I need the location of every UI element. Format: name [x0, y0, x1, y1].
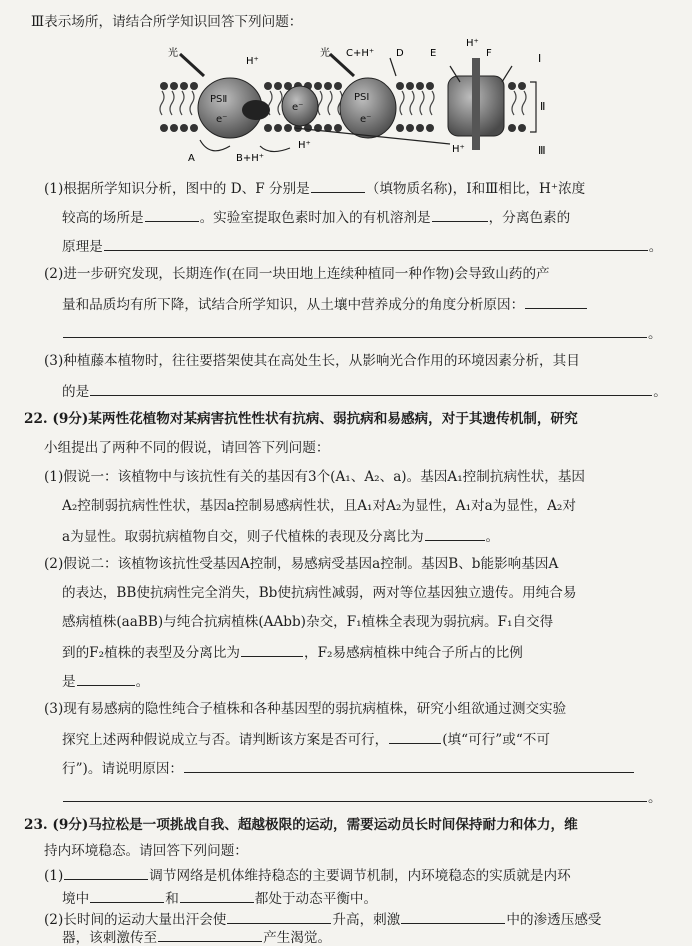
- q21-part2-line1: (2)进一步研究发现，长期连作(在同一块田地上连续种植同一种作物)会导致山药的产: [44, 266, 550, 282]
- q23-part1-line2: 境中 和 都处于动态平衡中。: [62, 891, 378, 907]
- cytochrome-complex: [242, 100, 270, 120]
- f-label: F: [486, 48, 492, 59]
- q23-title-line2: 持内环境稳态。请回答下列问题：: [44, 843, 248, 859]
- d-label: D: [396, 48, 404, 59]
- b-h-label: B+H⁺: [236, 153, 265, 164]
- answer-blank[interactable]: [311, 179, 365, 193]
- answer-blank[interactable]: [145, 208, 199, 222]
- answer-blank[interactable]: [90, 382, 652, 396]
- q21-part3-line1: (3)种植藤本植物时，往往要搭架使其在高处生长，从影响光合作用的环境因素分析，其目: [44, 353, 580, 369]
- q22-part1-line1: (1)假说一：该植物中与该抗性有关的基因有3个(A₁、A₂、a)。基因A₁控制抗病性状，基因: [44, 469, 586, 485]
- q21-part1-line2: 较高的场所是 。实验室提取色素时加入的有机溶剂是 ，分离色素的: [62, 210, 571, 226]
- q22-title-line2: 小组提出了两种不同的假说，请回答下列问题：: [44, 440, 330, 456]
- q22-part3-line3: 行”)。请说明原因：: [62, 759, 635, 777]
- q21-part2-line3: 。: [62, 324, 662, 342]
- q22-part1-line3: a为显性。取弱抗病植物自交，则子代植株的表现及分离比为 。: [62, 529, 500, 545]
- ps1-label: PSⅠ: [354, 92, 370, 103]
- q22-part2-line4: 到的F₂植株的表型及分离比为 ，F₂易感病植株中纯合子所占的比例: [62, 645, 523, 661]
- h-lumen-label-1: H⁺: [298, 140, 311, 151]
- electron-label-1: e⁻: [216, 114, 228, 125]
- q22-part3-line4: 。: [62, 788, 662, 806]
- a-label: A: [188, 153, 195, 164]
- answer-blank[interactable]: [64, 866, 148, 880]
- light-label-2: 光: [320, 48, 330, 59]
- c-h-label: C+H⁺: [346, 48, 375, 59]
- q22-part3-line2: 探究上述两种假说成立与否。请判断该方案是否可行， (填“可行”或“不可: [62, 732, 550, 748]
- answer-blank[interactable]: [241, 643, 303, 657]
- intro-text: Ⅲ表示场所，请结合所学知识回答下列问题：: [31, 14, 303, 30]
- ps2-label: PSⅡ: [210, 94, 228, 105]
- q22-part2-line3: 感病植株(aaBB)与纯合抗病植株(AAbb)杂交，F₁植株全表现为弱抗病。F₁自交得: [62, 614, 554, 630]
- answer-blank[interactable]: [227, 910, 331, 924]
- q22-part2-line1: (2)假说二：该植物该抗性受基因A控制，易感病受基因a控制。基因B、b能影响基因A: [44, 556, 559, 572]
- q21-part1-line1: (1)根据所学知识分析，图中的 D、F 分别是 （填物质名称)，Ⅰ和Ⅲ相比，H⁺浓度: [44, 181, 586, 197]
- answer-blank[interactable]: [63, 324, 647, 338]
- q23-part2-line1: (2)长时间的运动大量出汗会使 升高，刺激 中的渗透压感受: [44, 912, 602, 928]
- answer-blank[interactable]: [180, 889, 254, 903]
- answer-blank[interactable]: [104, 237, 648, 251]
- q21-part1-line3: 原理是 。: [62, 239, 663, 255]
- answer-blank[interactable]: [184, 759, 634, 773]
- electron-label-3: e⁻: [360, 114, 372, 125]
- region-2-label: Ⅱ: [540, 100, 546, 113]
- e-label: E: [430, 48, 437, 59]
- answer-blank[interactable]: [90, 889, 164, 903]
- answer-blank[interactable]: [63, 788, 647, 802]
- thylakoid-membrane-diagram: [150, 36, 570, 164]
- answer-blank[interactable]: [425, 527, 485, 541]
- region-1-label: Ⅰ: [538, 52, 542, 65]
- photosystem-1: [340, 78, 396, 138]
- h-top-label: H⁺: [246, 56, 259, 67]
- region-3-label: Ⅲ: [538, 144, 546, 157]
- q22-title: 22. (9分)某两性花植物对某病害抗性性状有抗病、弱抗病和易感病，对于其遗传机制，研究: [24, 411, 578, 427]
- answer-blank[interactable]: [432, 208, 488, 222]
- answer-blank[interactable]: [401, 910, 505, 924]
- q22-part2-line5: 是 。: [62, 674, 150, 690]
- h-atp-label: H⁺: [466, 38, 479, 49]
- q21-part3-line2: 的是 。: [62, 384, 667, 400]
- q22-part1-line2: A₂控制弱抗病性性状，基因a控制易感病性状，且A₁对A₂为显性，A₁对a为显性，A₂对: [62, 498, 576, 514]
- h-lumen-label-2: H⁺: [452, 144, 465, 155]
- q22-part3-line1: (3)现有易感病的隐性纯合子植株和各种基因型的弱抗病植株，研究小组欲通过测交实验: [44, 701, 567, 717]
- q21-part2-line2: 量和品质均有所下降，试结合所学知识，从土壤中营养成分的角度分析原因：: [62, 295, 588, 313]
- answer-blank[interactable]: [77, 672, 135, 686]
- answer-blank[interactable]: [158, 928, 262, 942]
- electron-label-2: e⁻: [292, 102, 304, 113]
- q23-part1-line1: (1) 调节网络是机体维持稳态的主要调节机制，内环境稳态的实质就是内环: [44, 868, 571, 884]
- answer-blank[interactable]: [525, 295, 587, 309]
- q23-part2-line2: 器，该刺激传至 产生渴觉。: [62, 930, 332, 946]
- answer-blank[interactable]: [389, 730, 441, 744]
- q22-part2-line2: 的表达，BB使抗病性完全消失，Bb使抗病性减弱，两对等位基因独立遗传。用纯合易: [62, 585, 577, 601]
- light-label-1: 光: [168, 48, 178, 59]
- q23-title: 23. (9分)马拉松是一项挑战自我、超越极限的运动，需要运动员长时间保持耐力和体力，维: [24, 817, 578, 833]
